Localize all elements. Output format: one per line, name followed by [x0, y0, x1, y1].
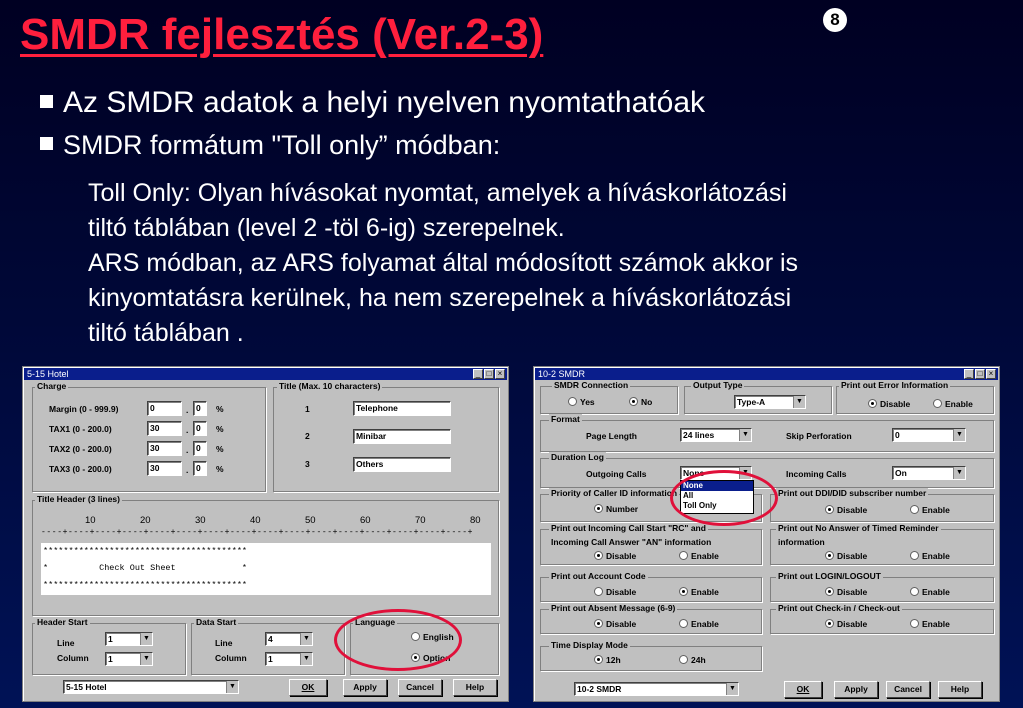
radio-selected-icon	[825, 619, 834, 628]
radio-label: Disable	[606, 619, 637, 629]
para-line: tiltó táblában .	[88, 319, 244, 347]
header-column-select[interactable]	[105, 652, 153, 666]
error-disable-radio[interactable]	[868, 399, 910, 409]
radio-icon	[910, 587, 919, 596]
margin-int-input[interactable]: 0	[147, 401, 182, 416]
radio-selected-icon	[825, 551, 834, 560]
title-row-number: 3	[305, 459, 310, 469]
cancel-button[interactable]	[398, 679, 442, 696]
page-length-select[interactable]	[680, 428, 752, 442]
chevron-down-icon[interactable]: ▼	[140, 653, 152, 665]
language-label: Language	[355, 617, 396, 627]
data-column-select[interactable]	[265, 652, 313, 666]
help-button[interactable]	[938, 681, 982, 698]
smdr-page-select[interactable]	[574, 682, 739, 696]
maximize-icon[interactable]: □	[484, 369, 494, 379]
chevron-down-icon[interactable]: ▼	[726, 683, 738, 695]
checkin-disable-radio[interactable]	[825, 619, 867, 629]
radio-label: Disable	[606, 551, 637, 561]
ok-button[interactable]	[289, 679, 327, 696]
radio-label: Disable	[837, 587, 868, 597]
tax1-dec-input[interactable]: 0	[193, 421, 207, 436]
radio-label: Enable	[691, 551, 719, 561]
radio-selected-icon	[594, 504, 603, 513]
button-label: Apply	[844, 684, 868, 694]
radio-icon	[933, 399, 942, 408]
no-answer-label: Print out No Answer of Timed Reminder	[778, 523, 939, 533]
ruler-tick: 50	[305, 515, 316, 526]
radio-icon	[679, 655, 688, 664]
combo-value: 0	[895, 430, 900, 440]
percent-unit: %	[216, 444, 224, 454]
caller-id-label: Priority of Caller ID information	[551, 488, 678, 498]
hotel-titlebar	[24, 368, 507, 380]
minimize-icon[interactable]: _	[964, 369, 974, 379]
data-start-group	[191, 623, 345, 675]
login-label: Print out LOGIN/LOGOUT	[778, 571, 881, 581]
tax1-label: TAX1 (0 - 200.0)	[49, 424, 112, 434]
absent-enable-radio[interactable]	[679, 619, 719, 629]
column-ruler	[85, 515, 497, 527]
chevron-down-icon[interactable]: ▼	[140, 633, 152, 645]
decimal-point: .	[186, 405, 189, 415]
duration-log-label: Duration Log	[551, 452, 604, 462]
apply-button[interactable]	[834, 681, 878, 698]
checkin-label: Print out Check-in / Check-out	[778, 603, 900, 613]
square-bullet-icon	[40, 95, 53, 108]
title-3-input[interactable]: Others	[353, 457, 451, 472]
ruler-tick: 30	[195, 515, 206, 526]
slide-title: SMDR fejlesztés (Ver.2-3)	[20, 10, 544, 59]
radio-label: Enable	[922, 587, 950, 597]
bullet-2-text: SMDR formátum "Toll only” módban:	[63, 130, 501, 160]
ddi-label: Print out DDI/DID subscriber number	[778, 488, 927, 498]
charge-group-label: Charge	[37, 381, 67, 391]
no-answer-disable-radio[interactable]	[825, 551, 867, 561]
column-label: Column	[215, 653, 247, 663]
highlight-ring	[334, 609, 462, 671]
button-label: Help	[950, 684, 970, 694]
radio-icon	[679, 619, 688, 628]
tax2-dec-input[interactable]: 0	[193, 441, 207, 456]
header-start-group	[32, 623, 186, 675]
caller-id-number-radio[interactable]	[594, 504, 638, 514]
radio-label: 12h	[606, 655, 621, 665]
time-mode-label: Time Display Mode	[551, 640, 628, 650]
smdr-connection-group	[540, 386, 678, 414]
percent-unit: %	[216, 424, 224, 434]
radio-icon	[910, 619, 919, 628]
time-12h-radio[interactable]	[594, 655, 621, 665]
ddi-enable-radio[interactable]	[910, 505, 950, 515]
combo-value: 1	[108, 634, 113, 644]
minimize-icon[interactable]: _	[473, 369, 483, 379]
radio-selected-icon	[825, 505, 834, 514]
combo-value: 5-15 Hotel	[66, 682, 107, 692]
combo-value: 4	[268, 634, 273, 644]
absent-disable-radio[interactable]	[594, 619, 636, 629]
title-row-number: 1	[305, 404, 310, 414]
bullet-2	[40, 130, 500, 161]
data-line-select[interactable]	[265, 632, 313, 646]
account-disable-radio[interactable]	[594, 587, 636, 597]
header-line-2: * Check Out Sheet *	[43, 563, 248, 573]
close-icon[interactable]: ×	[986, 369, 996, 379]
title-row-number: 2	[305, 431, 310, 441]
radio-label: English	[423, 632, 454, 642]
outgoing-calls-label: Outgoing Calls	[586, 469, 647, 479]
margin-label: Margin (0 - 999.9)	[49, 404, 119, 414]
tax2-label: TAX2 (0 - 200.0)	[49, 444, 112, 454]
decimal-point: .	[186, 425, 189, 435]
button-label: OK	[796, 684, 810, 694]
bullet-1	[40, 86, 705, 120]
cancel-button[interactable]	[886, 681, 930, 698]
ddi-group	[770, 494, 994, 522]
decimal-point: .	[186, 445, 189, 455]
percent-unit: %	[216, 404, 224, 414]
description-paragraph	[88, 176, 798, 351]
no-answer-enable-radio[interactable]	[910, 551, 950, 561]
hotel-window-title: 5-15 Hotel	[27, 369, 69, 379]
login-enable-radio[interactable]	[910, 587, 950, 597]
absent-label: Print out Absent Message (6-9)	[551, 603, 676, 613]
help-button[interactable]	[453, 679, 497, 696]
smdr-titlebar	[535, 368, 998, 380]
ruler-tick: 80	[470, 515, 481, 526]
radio-label: Option	[423, 653, 451, 663]
incoming-start-label-2: Incoming Call Answer "AN" information	[551, 537, 712, 547]
page-length-label: Page Length	[586, 431, 638, 441]
radio-label: Enable	[691, 587, 719, 597]
incoming-start-enable-radio[interactable]	[679, 551, 719, 561]
radio-label: Disable	[837, 619, 868, 629]
data-start-label: Data Start	[196, 617, 237, 627]
chevron-down-icon[interactable]: ▼	[739, 467, 751, 479]
combo-value: None	[683, 468, 705, 478]
radio-selected-icon	[825, 587, 834, 596]
button-label: Help	[465, 682, 485, 692]
bullet-1-text: Az SMDR adatok a helyi nyelven nyomtathatóak	[63, 86, 705, 119]
combo-value: 10-2 SMDR	[577, 684, 622, 694]
header-line-1: ****************************************	[43, 546, 248, 556]
header-line-select[interactable]	[105, 632, 153, 646]
radio-label: Number	[606, 504, 639, 514]
header-text-area[interactable]	[41, 543, 491, 595]
radio-icon	[679, 551, 688, 560]
column-label: Column	[57, 653, 89, 663]
radio-label: Enable	[922, 619, 950, 629]
hotel-page-select[interactable]	[63, 680, 239, 694]
ruler-tick: 40	[250, 515, 261, 526]
decimal-point: .	[186, 465, 189, 475]
incoming-start-group	[540, 529, 762, 565]
tax3-int-input[interactable]: 30	[147, 461, 182, 476]
combo-value: 1	[108, 654, 113, 664]
chevron-down-icon[interactable]: ▼	[300, 653, 312, 665]
radio-selected-icon	[629, 397, 638, 406]
radio-label: Enable	[691, 619, 719, 629]
highlight-ring	[670, 470, 778, 526]
radio-label: Disable	[880, 399, 911, 409]
incoming-start-label: Print out Incoming Call Start "RC" and	[551, 523, 706, 533]
ok-button[interactable]	[784, 681, 822, 698]
radio-icon	[594, 587, 603, 596]
error-enable-radio[interactable]	[933, 399, 973, 409]
ruler-tick: 10	[85, 515, 96, 526]
account-label: Print out Account Code	[551, 571, 646, 581]
combo-value: On	[895, 468, 907, 478]
smdr-window-title: 10-2 SMDR	[538, 369, 586, 379]
incoming-calls-select[interactable]	[892, 466, 966, 480]
para-line: tiltó táblában (level 2 -töl 6-ig) szerepelnek.	[88, 214, 565, 242]
tax3-label: TAX3 (0 - 200.0)	[49, 464, 112, 474]
tax2-int-input[interactable]: 30	[147, 441, 182, 456]
title-1-input[interactable]: Telephone	[353, 401, 451, 416]
button-label: Apply	[353, 682, 377, 692]
button-label: OK	[301, 682, 315, 692]
para-line: ARS módban, az ARS folyamat által módosított számok akkor is	[88, 249, 799, 277]
radio-selected-icon	[594, 619, 603, 628]
dropdown-option-none[interactable]: None	[681, 481, 753, 491]
radio-label: Yes	[580, 397, 595, 407]
account-enable-radio[interactable]	[679, 587, 719, 597]
radio-label: Disable	[606, 587, 637, 597]
ddi-disable-radio[interactable]	[825, 505, 867, 515]
chevron-down-icon[interactable]: ▼	[226, 681, 238, 693]
radio-selected-icon	[679, 587, 688, 596]
checkin-enable-radio[interactable]	[910, 619, 950, 629]
radio-label: 24h	[691, 655, 706, 665]
combo-value: Type-A	[737, 397, 766, 407]
square-bullet-icon	[40, 137, 53, 150]
margin-dec-input[interactable]: 0	[193, 401, 207, 416]
radio-selected-icon	[594, 551, 603, 560]
combo-value: 1	[268, 654, 273, 664]
radio-label: Enable	[922, 505, 950, 515]
error-info-label: Print out Error Information	[841, 380, 949, 390]
radio-selected-icon	[594, 655, 603, 664]
no-answer-group	[770, 529, 994, 565]
header-line-3: ****************************************	[43, 580, 248, 590]
tax1-int-input[interactable]: 30	[147, 421, 182, 436]
output-type-select[interactable]	[734, 395, 806, 409]
para-line: kinyomtatásra kerülnek, ha nem szerepelnek a híváskorlátozási	[88, 284, 792, 312]
no-answer-label-2: information	[778, 537, 825, 547]
ruler-tick: 60	[360, 515, 371, 526]
radio-icon	[910, 551, 919, 560]
ruler-tick: 20	[140, 515, 151, 526]
title-group-label: Title (Max. 10 characters)	[279, 381, 381, 391]
title-header-label: Title Header (3 lines)	[37, 494, 120, 504]
radio-icon	[568, 397, 577, 406]
button-label: Cancel	[406, 682, 434, 692]
slide-number-badge: 8	[823, 8, 847, 32]
connection-no-radio[interactable]	[629, 397, 652, 407]
time-24h-radio[interactable]	[679, 655, 706, 665]
apply-button[interactable]	[343, 679, 387, 696]
ruler-tick: 70	[415, 515, 426, 526]
tax3-dec-input[interactable]: 0	[193, 461, 207, 476]
para-line: Toll Only: Olyan hívásokat nyomtat, amelyek a híváskorlátozási	[88, 179, 787, 207]
dropdown-option-toll-only[interactable]: Toll Only	[683, 501, 717, 510]
maximize-icon[interactable]: □	[975, 369, 985, 379]
dropdown-option-all[interactable]: All	[683, 491, 694, 500]
header-start-label: Header Start	[37, 617, 88, 627]
chevron-down-icon[interactable]: ▼	[739, 429, 751, 441]
radio-label: Disable	[837, 551, 868, 561]
radio-label: Enable	[945, 399, 973, 409]
chevron-down-icon[interactable]: ▼	[300, 633, 312, 645]
radio-selected-icon	[868, 399, 877, 408]
title-2-input[interactable]: Minibar	[353, 429, 451, 444]
chevron-down-icon[interactable]: ▼	[953, 429, 965, 441]
smdr-dialog	[533, 366, 1000, 702]
percent-unit: %	[216, 464, 224, 474]
radio-label: No	[641, 397, 653, 407]
line-label: Line	[57, 638, 75, 648]
ruler-line: ----+----+----+----+----+----+----+----+----+----+----+----+----+----+----+----+	[41, 528, 474, 537]
incoming-calls-label: Incoming Calls	[786, 469, 847, 479]
output-type-label: Output Type	[693, 380, 743, 390]
format-label: Format	[551, 414, 580, 424]
combo-value: 24 lines	[683, 430, 715, 440]
skip-perforation-label: Skip Perforation	[786, 431, 852, 441]
button-label: Cancel	[894, 684, 922, 694]
radio-label: Enable	[922, 551, 950, 561]
connection-yes-radio[interactable]	[568, 397, 595, 407]
smdr-connection-label: SMDR Connection	[554, 380, 629, 390]
close-icon[interactable]: ×	[495, 369, 505, 379]
chevron-down-icon[interactable]: ▼	[793, 396, 805, 408]
line-label: Line	[215, 638, 233, 648]
login-disable-radio[interactable]	[825, 587, 867, 597]
skip-perforation-select[interactable]	[892, 428, 966, 442]
radio-icon	[910, 505, 919, 514]
incoming-start-disable-radio[interactable]	[594, 551, 636, 561]
radio-label: Disable	[837, 505, 868, 515]
chevron-down-icon[interactable]: ▼	[953, 467, 965, 479]
